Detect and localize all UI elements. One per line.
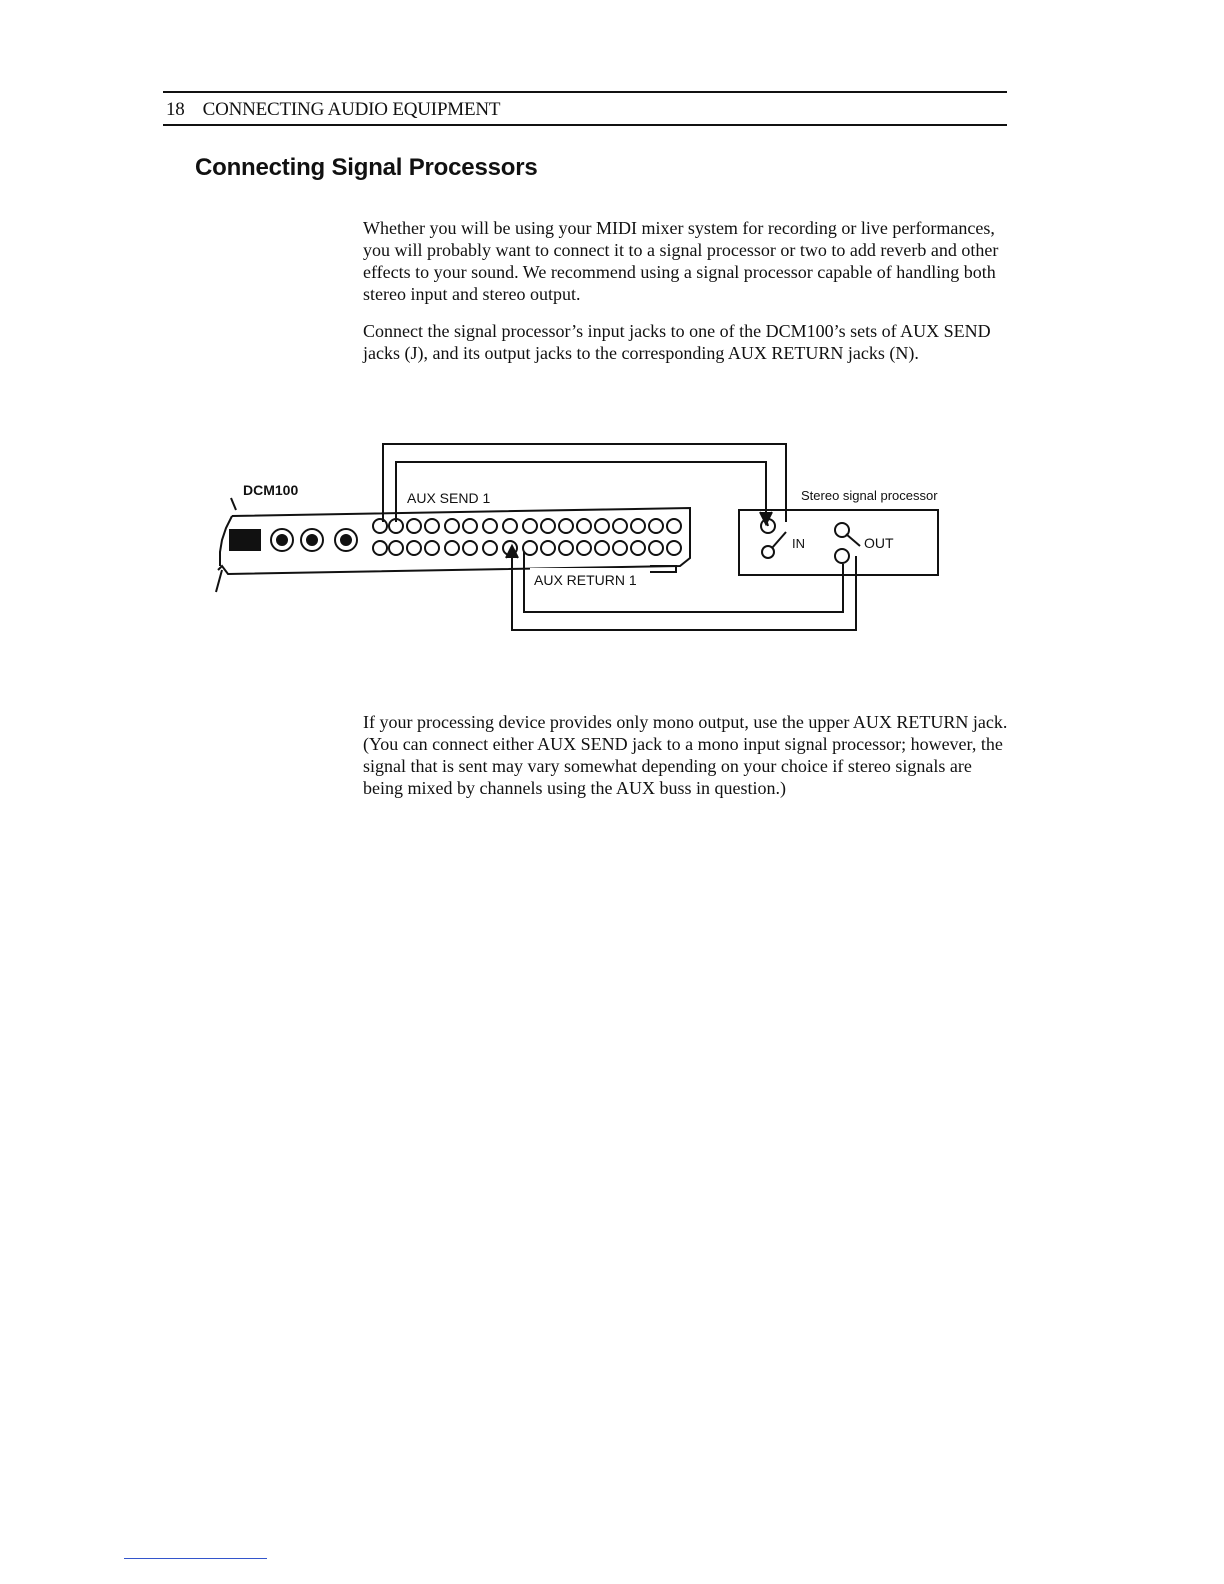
processor-label: Stereo signal processor: [801, 488, 938, 503]
aux-send-label: AUX SEND 1: [407, 490, 491, 506]
paragraph-connect: Connect the signal processor’s input jacks to one of the DCM100’s sets of AUX SEND jacks (J), and its output jacks to the corresponding AUX RETURN jacks (N).: [363, 321, 991, 363]
aux-return-label: AUX RETURN 1: [534, 572, 637, 588]
dcm100-label: DCM100: [243, 482, 299, 498]
paragraph-intro: Whether you will be using your MIDI mixer system for recording or live performances, you will probably want to connect it to a signal processor or two to add reverb and other effects to your sound. We recommend using a signal processor capable of handling both stereo input and stereo output.: [363, 218, 999, 304]
out-jack-lower-icon: [835, 549, 849, 563]
header-rule-top: [163, 91, 1007, 93]
connection-diagram: [0, 430, 1224, 660]
section-title: CONNECTING AUDIO EQUIPMENT: [202, 99, 501, 120]
page-title: Connecting Signal Processors: [195, 154, 538, 181]
paragraph-mono: If your processing device provides only mono output, use the upper AUX RETURN jack. (You can connect either AUX SEND jack to a mono input signal processor; however, the signal that is sent may vary somewhat depending on your choice if stereo signals are being mixed by channels using the AUX buss in question.): [363, 712, 1008, 798]
footnote-rule: [124, 1558, 267, 1559]
out-label: OUT: [864, 535, 894, 551]
page-number: 18: [166, 99, 185, 120]
running-head: [166, 99, 500, 121]
in-label: IN: [792, 536, 805, 551]
cables: [383, 444, 856, 630]
jack-panel: [373, 519, 681, 572]
power-switch: [230, 530, 260, 550]
header-rule-bottom: [163, 124, 1007, 126]
